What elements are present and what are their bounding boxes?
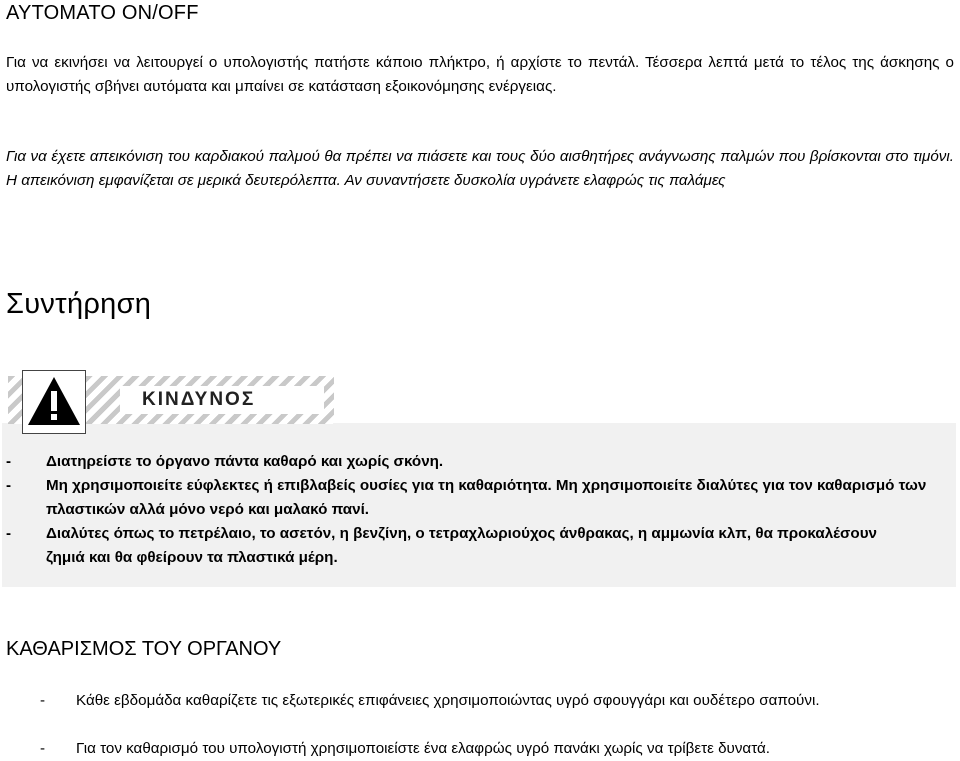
- list-bullet: -: [40, 692, 46, 709]
- list-item-text: Διαλύτες όπως το πετρέλαιο, το ασετόν, η βενζίνη, ο τετραχλωριούχος άνθρακας, η αμμωνία κλπ, θα προκαλέσουν ζημιά και θα φθείρουν τα πλαστικά μέρη.: [46, 525, 877, 566]
- list-item-text: Μη χρησιμοποιείτε εύφλεκτες ή επιβλαβείς ουσίες για τη καθαριότητα. Μη χρησιμοποιείτε διαλύτες για τον καθαρισμό των πλαστικών αλλά μόνο νερό και μαλακό πανί.: [46, 477, 927, 518]
- section-heading-cleaning: ΚΑΘΑΡΙΣΜΟΣ ΤΟΥ ΟΡΓΑΝΟΥ: [6, 638, 282, 660]
- paragraph-auto-on-off: Για να εκινήσει να λειτουργεί ο υπολογιστής πατήστε κάποιο πλήκτρο, ή αρχίστε το πεντάλ. Τέσσερα λεπτά μετά το τέλος της άσκησης ο υπολογιστής σβήνει αυτόματα και μπαίνει σε κατάσταση εξοικονόμησης ενέργειας.: [6, 54, 954, 95]
- list-bullet: -: [6, 477, 12, 494]
- list-item-text: Για τον καθαρισμό του υπολογιστή χρησιμοποιείστε ένα ελαφρώς υγρό πανάκι χωρίς να τρίβετε δυνατά.: [76, 740, 770, 757]
- list-item: [6, 474, 946, 522]
- paragraph-heart-rate: Για να έχετε απεικόνιση του καρδιακού παλμού θα πρέπει να πιάσετε και τους δύο αισθητήρες ανάγνωσης παλμών που βρίσκονται στο τιμόνι. Η απεικόνιση εμφανίζεται σε μερικά δευτερόλεπτα. Αν συναντήσετε δυσκολία υγράνετε ελαφρώς τις παλάμες: [6, 148, 954, 189]
- warning-label: ΚΙΝΔΥΝΟΣ: [142, 389, 256, 410]
- list-item-text: Διατηρείστε το όργανο πάντα καθαρό και χωρίς σκόνη.: [46, 453, 444, 470]
- list-item: [40, 737, 955, 761]
- list-bullet: -: [6, 453, 12, 470]
- cleaning-list: [40, 689, 955, 757]
- list-item: [6, 522, 906, 570]
- maintenance-list: [6, 450, 946, 580]
- section-heading-maintenance: Συντήρηση: [6, 288, 152, 320]
- list-item: [6, 450, 946, 474]
- warning-triangle-icon: [22, 370, 86, 434]
- list-item-text: Κάθε εβδομάδα καθαρίζετε τις εξωτερικές επιφάνειες χρησιμοποιώντας υγρό σφουγγάρι και ουδέτερο σαπούνι.: [76, 692, 820, 709]
- section-heading-auto-on-off: ΑΥΤΟΜΑΤΟ ON/OFF: [6, 2, 199, 24]
- warning-triangle-svg: [23, 371, 85, 433]
- list-item: [40, 689, 955, 713]
- list-bullet: -: [6, 525, 12, 542]
- list-bullet: -: [40, 740, 46, 757]
